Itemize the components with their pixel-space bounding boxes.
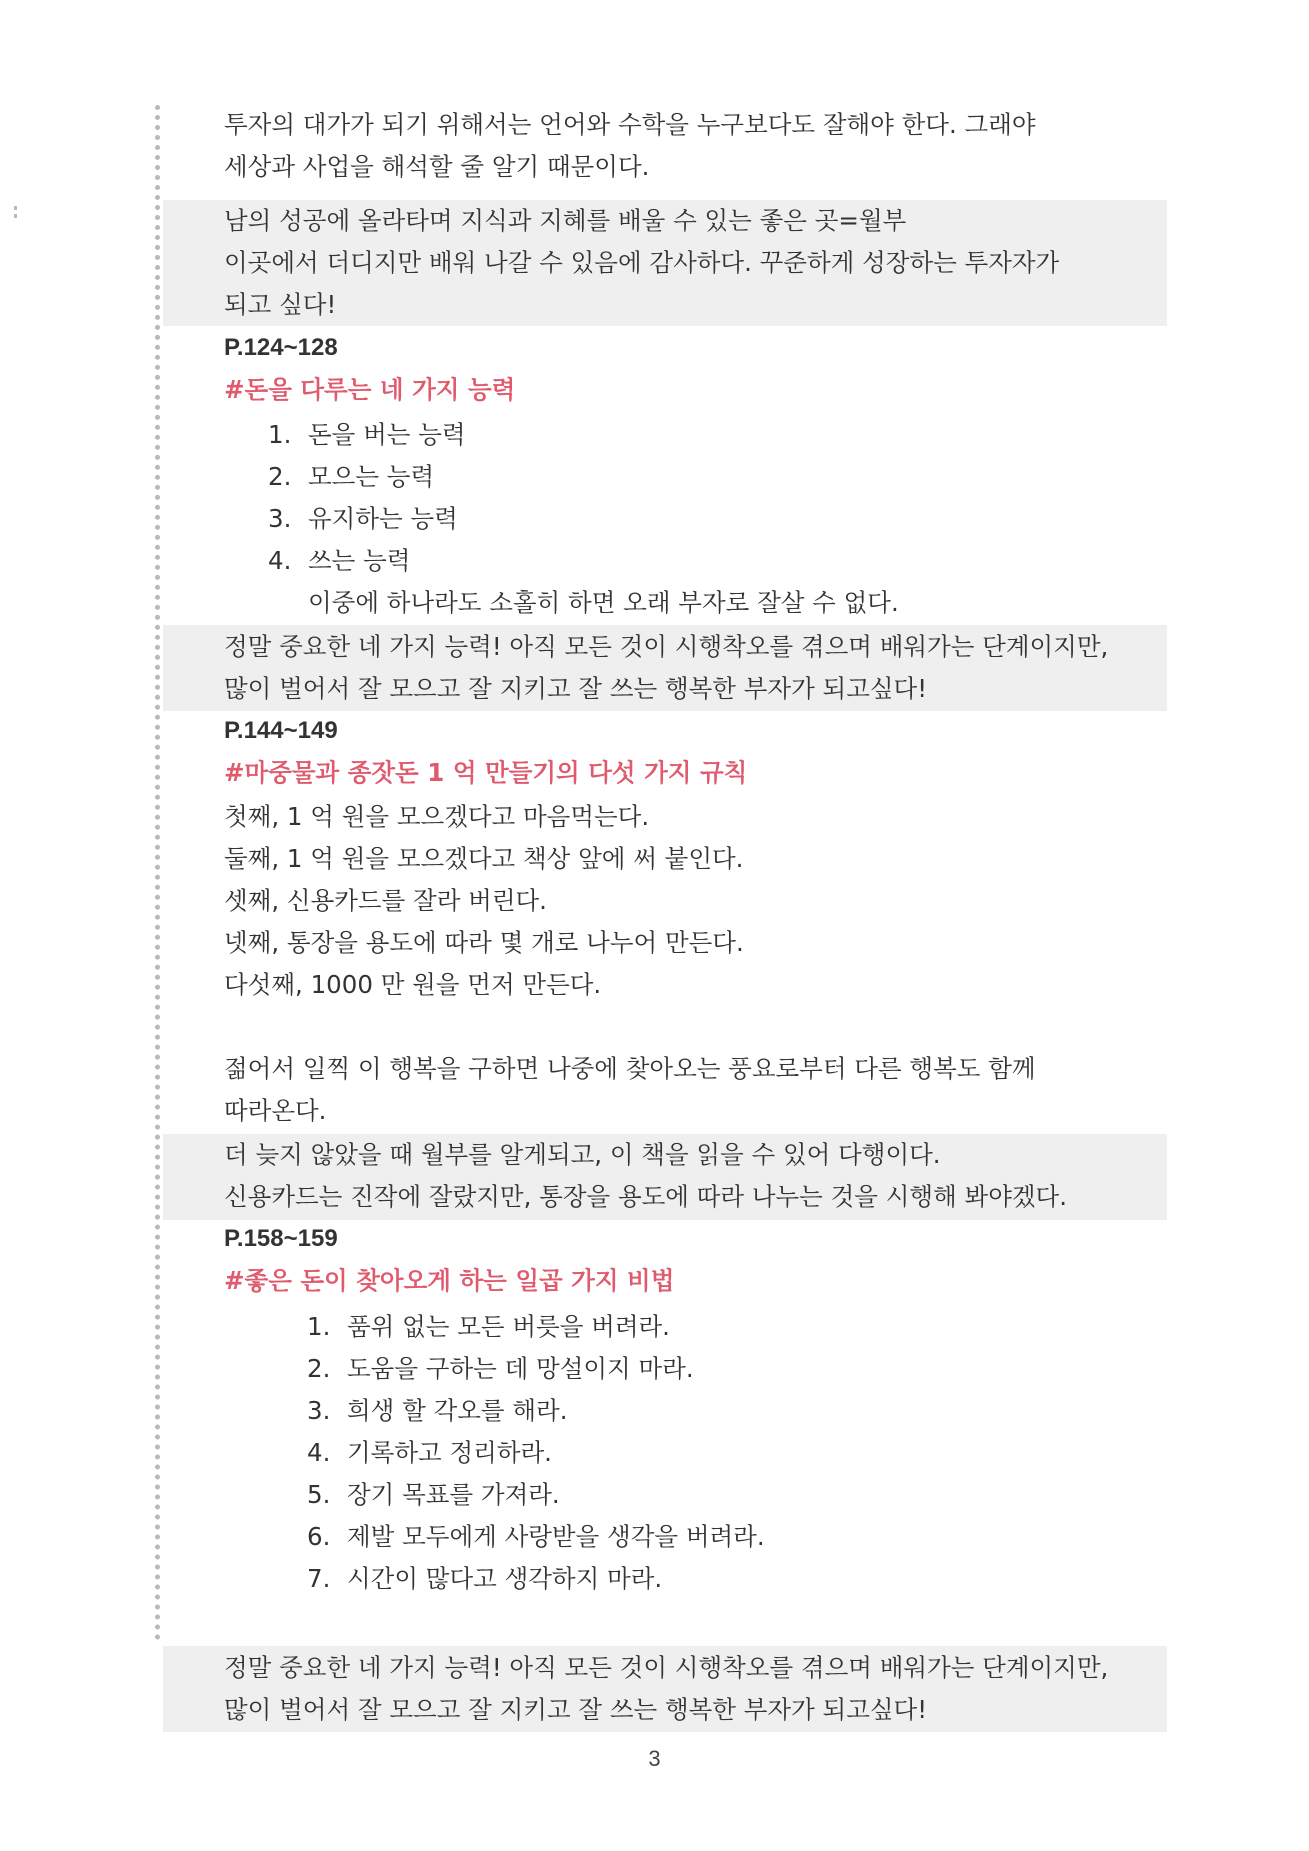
list-item xyxy=(307,1306,670,1348)
list-item xyxy=(268,414,466,456)
closing-line: 따라온다. xyxy=(224,1096,327,1125)
comment-line: 정말 중요한 네 가지 능력! 아직 모든 것이 시행착오를 겪으며 배워가는 단계이지만, xyxy=(224,632,1109,661)
list-number: 1. xyxy=(307,1312,331,1341)
list-item xyxy=(307,1348,694,1390)
list-number: 4. xyxy=(268,546,292,575)
list-item xyxy=(307,1474,560,1516)
comment-line: 남의 성공에 올라타며 지식과 지혜를 배울 수 있는 좋은 곳=월부 xyxy=(224,206,907,235)
section-heading: #마중물과 종잣돈 1 억 만들기의 다섯 가지 규칙 xyxy=(224,758,748,787)
list-text: 돈을 버는 능력 xyxy=(308,420,466,449)
page-number: 3 xyxy=(648,1746,661,1771)
list-text: 제발 모두에게 사랑받을 생각을 버려라. xyxy=(347,1522,765,1551)
comment-line: 정말 중요한 네 가지 능력! 아직 모든 것이 시행착오를 겪으며 배워가는 단계이지만, xyxy=(224,1653,1109,1682)
page-reference: P.124~128 xyxy=(224,334,338,361)
list-item xyxy=(268,540,410,582)
list-item xyxy=(307,1558,662,1600)
list-number: 7. xyxy=(307,1564,331,1593)
list-number: 2. xyxy=(268,462,292,491)
list-number: 3. xyxy=(268,504,292,533)
list-text: 장기 목표를 가져라. xyxy=(347,1480,560,1509)
section-heading: #돈을 다루는 네 가지 능력 xyxy=(224,375,516,404)
list-text: 모으는 능력 xyxy=(308,462,435,491)
list-text: 유지하는 능력 xyxy=(308,504,458,533)
margin-marker xyxy=(14,206,20,218)
page-reference: P.144~149 xyxy=(224,717,338,744)
rule-line: 다섯째, 1000 만 원을 먼저 만든다. xyxy=(224,970,602,999)
margin-dotted-rule xyxy=(155,105,160,1641)
list-text: 시간이 많다고 생각하지 마라. xyxy=(347,1564,663,1593)
list-text: 희생 할 각오를 해라. xyxy=(347,1396,568,1425)
intro-line: 투자의 대가가 되기 위해서는 언어와 수학을 누구보다도 잘해야 한다. 그래야 xyxy=(224,110,1036,139)
rule-line: 첫째, 1 억 원을 모으겠다고 마음먹는다. xyxy=(224,802,650,831)
list-number: 2. xyxy=(307,1354,331,1383)
rule-line: 셋째, 신용카드를 잘라 버린다. xyxy=(224,886,547,915)
list-item xyxy=(268,456,434,498)
list-number: 5. xyxy=(307,1480,331,1509)
list-item xyxy=(307,1516,765,1558)
rule-line: 둘째, 1 억 원을 모으겠다고 책상 앞에 써 붙인다. xyxy=(224,844,744,873)
list-item xyxy=(268,498,458,540)
list-number: 4. xyxy=(307,1438,331,1467)
comment-line: 더 늦지 않았을 때 월부를 알게되고, 이 책을 읽을 수 있어 다행이다. xyxy=(224,1140,941,1169)
comment-line: 되고 싶다! xyxy=(224,290,337,319)
list-text: 도움을 구하는 데 망설이지 마라. xyxy=(347,1354,694,1383)
page-reference: P.158~159 xyxy=(224,1225,338,1252)
list-text: 쓰는 능력 xyxy=(308,546,411,575)
comment-line: 많이 벌어서 잘 모으고 잘 지키고 잘 쓰는 행복한 부자가 되고싶다! xyxy=(224,1695,928,1724)
comment-line: 이곳에서 더디지만 배워 나갈 수 있음에 감사하다. 꾸준하게 성장하는 투자자가 xyxy=(224,248,1060,277)
section-heading: #좋은 돈이 찾아오게 하는 일곱 가지 비법 xyxy=(224,1266,675,1295)
comment-line: 신용카드는 진작에 잘랐지만, 통장을 용도에 따라 나누는 것을 시행해 봐야겠다. xyxy=(224,1182,1068,1211)
intro-line: 세상과 사업을 해석할 줄 알기 때문이다. xyxy=(224,152,650,181)
comment-line: 많이 벌어서 잘 모으고 잘 지키고 잘 쓰는 행복한 부자가 되고싶다! xyxy=(224,674,928,703)
list-text: 품위 없는 모든 버릇을 버려라. xyxy=(347,1312,670,1341)
list-text: 기록하고 정리하라. xyxy=(347,1438,552,1467)
list-item xyxy=(307,1390,568,1432)
list-note: 이중에 하나라도 소홀히 하면 오래 부자로 잘살 수 없다. xyxy=(308,588,899,617)
list-number: 1. xyxy=(268,420,292,449)
rule-line: 넷째, 통장을 용도에 따라 몇 개로 나누어 만든다. xyxy=(224,928,744,957)
list-number: 6. xyxy=(307,1522,331,1551)
list-item xyxy=(307,1432,552,1474)
list-number: 3. xyxy=(307,1396,331,1425)
closing-line: 젊어서 일찍 이 행복을 구하면 나중에 찾아오는 풍요로부터 다른 행복도 함께 xyxy=(224,1054,1036,1083)
